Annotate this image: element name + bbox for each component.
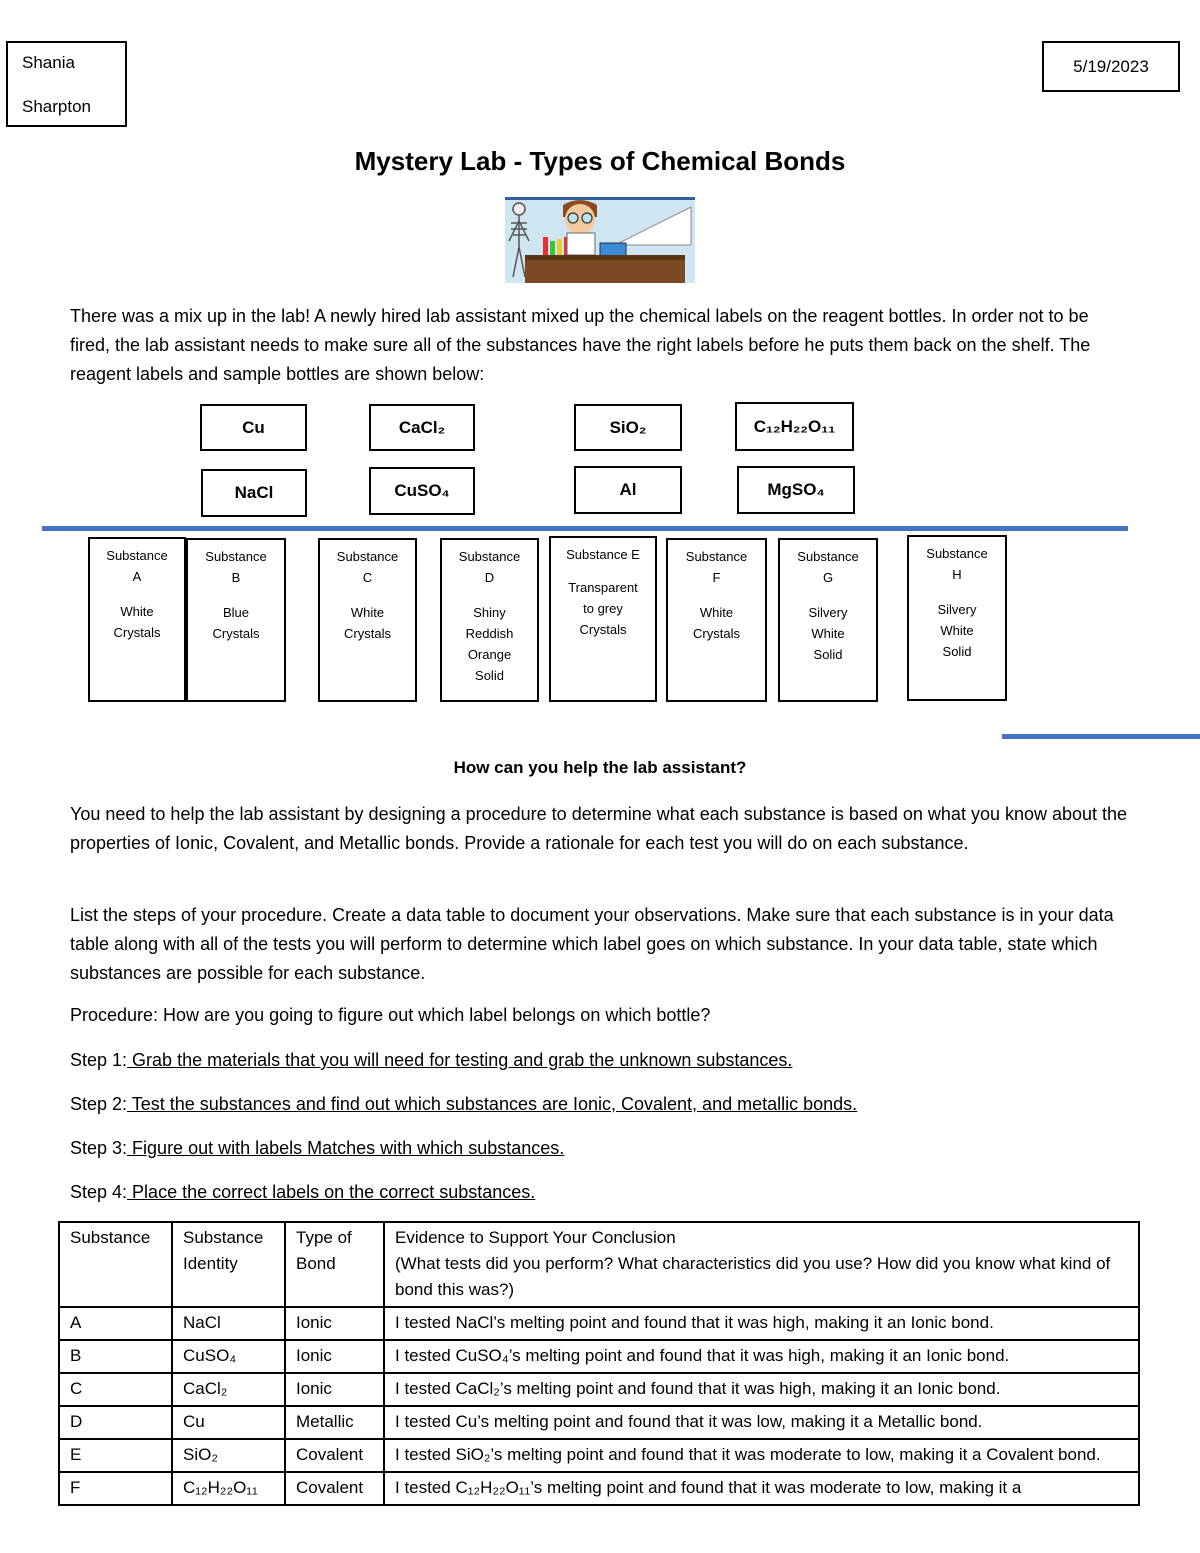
step-label: Step 3: bbox=[70, 1138, 128, 1158]
reagent-label-al bbox=[574, 466, 682, 514]
bottle-desc: White bbox=[350, 605, 385, 620]
cell-identity: CuSO₄ bbox=[172, 1340, 285, 1373]
sample-bottle-g bbox=[778, 538, 878, 702]
student-name-box bbox=[6, 41, 127, 127]
bottle-desc: Crystals bbox=[113, 625, 161, 640]
bottle-name: Substance bbox=[926, 546, 988, 561]
cell-evidence: I tested SiO₂’s melting point and found that it was moderate to low, making it a Covalent bond. bbox=[384, 1439, 1139, 1472]
bottle-desc: Solid bbox=[942, 644, 972, 659]
table-row bbox=[59, 1472, 1139, 1505]
procedure-prompt: Procedure: How are you going to figure out which label belongs on which bottle? bbox=[70, 1005, 711, 1025]
sample-bottle-c bbox=[318, 538, 417, 702]
bottle-letter: A bbox=[132, 569, 142, 584]
bottle-letter: F bbox=[712, 570, 721, 585]
reagent-label-nacl bbox=[201, 469, 307, 517]
step-text: Grab the materials that you will need for testing and grab the unknown substances. bbox=[127, 1050, 793, 1070]
cell-substance: B bbox=[59, 1340, 172, 1373]
sample-bottle-b bbox=[186, 538, 286, 702]
bottle-name: Substance bbox=[106, 548, 168, 563]
header-bond-type: Type of Bond bbox=[285, 1222, 384, 1307]
header-substance: Substance bbox=[59, 1222, 172, 1307]
bottle-letter: B bbox=[231, 570, 241, 585]
page-title: Mystery Lab - Types of Chemical Bonds bbox=[354, 146, 846, 176]
cell-bond-type: Covalent bbox=[285, 1472, 384, 1505]
reagent-label-cu bbox=[200, 404, 307, 451]
bottle-desc: Crystals bbox=[693, 626, 740, 641]
table-row bbox=[59, 1340, 1139, 1373]
bottle-name: Substance bbox=[336, 549, 399, 564]
cell-identity: CaCl₂ bbox=[172, 1373, 285, 1406]
table-row bbox=[59, 1439, 1139, 1472]
cell-evidence: I tested CuSO₄’s melting point and found that it was high, making it an Ionic bond. bbox=[384, 1340, 1139, 1373]
reagent-label-mgso4 bbox=[737, 466, 855, 514]
cell-evidence: I tested Cu’s melting point and found that it was low, making it a Metallic bond. bbox=[384, 1406, 1139, 1439]
intro-paragraph: There was a mix up in the lab! A newly hired lab assistant mixed up the chemical labels on the reagent bottles. In order not to be fired, the lab assistant needs to make sure all of the substances have the right labels before he puts them back on the shelf. The reagent labels and sample bottles are shown below: bbox=[70, 306, 1091, 384]
bottle-desc: Reddish bbox=[465, 626, 514, 641]
reagent-label-text: CuSO₄ bbox=[394, 481, 450, 500]
step-text: Figure out with labels Matches with which substances. bbox=[127, 1138, 565, 1158]
sample-bottle-d bbox=[440, 538, 539, 702]
bottle-desc: Shiny bbox=[473, 605, 506, 620]
bottle-desc: White bbox=[811, 626, 845, 641]
bottle-desc: White bbox=[940, 623, 974, 638]
cell-bond-type: Covalent bbox=[285, 1439, 384, 1472]
bottle-name: Substance bbox=[458, 549, 521, 564]
step-text: Test the substances and find out which substances are Ionic, Covalent, and metallic bonds. bbox=[127, 1094, 858, 1114]
cell-substance: F bbox=[59, 1472, 172, 1505]
bottle-letter: G bbox=[822, 570, 834, 585]
sample-bottle-e bbox=[549, 536, 657, 702]
bottle-desc: Solid bbox=[813, 647, 843, 662]
cell-identity: Cu bbox=[172, 1406, 285, 1439]
bottle-desc: Orange bbox=[467, 647, 512, 662]
bottle-name: Substance bbox=[205, 549, 267, 564]
reagent-label-text: Al bbox=[619, 480, 637, 499]
cell-identity: SiO₂ bbox=[172, 1439, 285, 1472]
bottle-letter: C bbox=[362, 570, 373, 585]
reagent-label-cacl2 bbox=[369, 404, 475, 451]
instructions-paragraph: You need to help the lab assistant by designing a procedure to determine what each substance is based on what you know about the properties of Ionic, Covalent, and Metallic bonds. Provide a rationale for each test you will do on each substance. bbox=[70, 804, 1128, 853]
cell-bond-type: Metallic bbox=[285, 1406, 384, 1439]
header-evidence-title: Evidence to Support Your Conclusion bbox=[395, 1228, 676, 1247]
cell-identity: NaCl bbox=[172, 1307, 285, 1340]
bottle-letter: D bbox=[484, 570, 495, 585]
bottle-desc: White bbox=[120, 604, 154, 619]
procedure-step-2 bbox=[70, 1092, 1150, 1116]
bottle-name: Substance bbox=[685, 549, 748, 564]
reagent-label-text: MgSO₄ bbox=[767, 480, 825, 499]
bottle-desc: Silvery bbox=[808, 605, 848, 620]
sample-bottle-h bbox=[907, 535, 1007, 701]
cell-bond-type: Ionic bbox=[285, 1340, 384, 1373]
bottle-desc: Crystals bbox=[212, 626, 260, 641]
bottle-desc: to grey bbox=[583, 601, 623, 616]
cell-substance: E bbox=[59, 1439, 172, 1472]
reagent-label-text: C₁₂H₂₂O₁₁ bbox=[753, 416, 836, 436]
shelf-line-lower bbox=[1002, 734, 1200, 739]
table-row bbox=[59, 1406, 1139, 1439]
bottle-letter: H bbox=[952, 567, 962, 582]
bottle-name: Substance bbox=[797, 549, 859, 564]
bottle-desc: Silvery bbox=[937, 602, 977, 617]
reagent-label-sucrose bbox=[735, 402, 854, 451]
bottle-desc: Crystals bbox=[344, 626, 391, 641]
procedure-instructions-paragraph: List the steps of your procedure. Create a data table to document your observations. Make sure that each substance is in your data table along with all of the tests you will perform to determine which label goes on which substance. In your data table, state which substances are possible for each substance. bbox=[70, 905, 1114, 983]
sample-bottle-f bbox=[666, 538, 767, 702]
cell-evidence: I tested C₁₂H₂₂O₁₁’s melting point and found that it was moderate to low, making it a bbox=[384, 1472, 1139, 1505]
bottle-name: Substance E bbox=[566, 547, 640, 562]
bottle-desc: Blue bbox=[222, 605, 250, 620]
lab-scientist-illustration bbox=[505, 197, 695, 283]
cell-evidence: I tested NaCl’s melting point and found that it was high, making it an Ionic bond. bbox=[384, 1307, 1139, 1340]
student-last-name: Sharpton bbox=[22, 97, 91, 116]
sample-bottle-a bbox=[88, 537, 186, 702]
bottle-desc: Transparent bbox=[568, 580, 638, 595]
reagent-label-text: Cu bbox=[242, 417, 265, 437]
procedure-step-4 bbox=[70, 1180, 1150, 1204]
reagent-label-cuso4 bbox=[369, 467, 475, 515]
table-row bbox=[59, 1373, 1139, 1406]
cell-substance: D bbox=[59, 1406, 172, 1439]
step-label: Step 4: bbox=[70, 1182, 128, 1202]
student-first-name: Shania bbox=[22, 53, 75, 72]
step-label: Step 1: bbox=[70, 1050, 128, 1070]
table-header-row bbox=[59, 1222, 1139, 1307]
procedure-step-3 bbox=[70, 1136, 1150, 1160]
header-identity: Substance Identity bbox=[172, 1222, 285, 1307]
section-heading: How can you help the lab assistant? bbox=[453, 758, 747, 777]
reagent-label-text: CaCl₂ bbox=[398, 417, 446, 437]
step-text: Place the correct labels on the correct substances. bbox=[127, 1182, 536, 1202]
reagent-label-text: SiO₂ bbox=[609, 417, 647, 437]
step-label: Step 2: bbox=[70, 1094, 128, 1114]
reagent-label-sio2 bbox=[574, 404, 682, 451]
bottle-desc: White bbox=[699, 605, 734, 620]
procedure-step-1 bbox=[70, 1048, 1150, 1072]
results-table bbox=[58, 1221, 1140, 1506]
bottle-desc: Crystals bbox=[579, 622, 627, 637]
cell-bond-type: Ionic bbox=[285, 1373, 384, 1406]
date-text: 5/19/2023 bbox=[1073, 56, 1149, 76]
cell-substance: A bbox=[59, 1307, 172, 1340]
date-box bbox=[1042, 41, 1180, 92]
cell-identity: C₁₂H₂₂O₁₁ bbox=[172, 1472, 285, 1505]
header-evidence bbox=[384, 1222, 1139, 1307]
reagent-label-text: NaCl bbox=[234, 483, 274, 502]
cell-evidence: I tested CaCl₂’s melting point and found that it was high, making it an Ionic bond. bbox=[384, 1373, 1139, 1406]
cell-substance: C bbox=[59, 1373, 172, 1406]
cell-bond-type: Ionic bbox=[285, 1307, 384, 1340]
shelf-line bbox=[42, 526, 1128, 531]
table-row bbox=[59, 1307, 1139, 1340]
bottle-desc: Solid bbox=[475, 668, 504, 683]
header-evidence-subtitle: (What tests did you perform? What characteristics did you use? How did you know what kind of bond this was?) bbox=[395, 1254, 1111, 1299]
